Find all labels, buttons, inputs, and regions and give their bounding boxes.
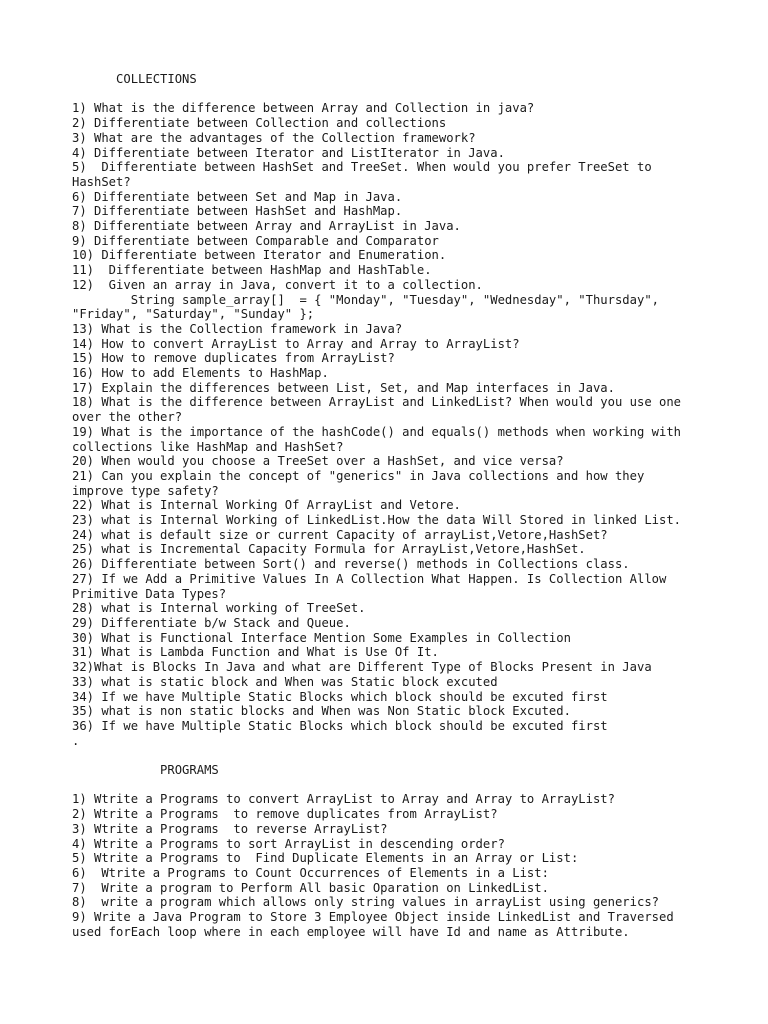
programs-line: 2) Wtrite a Programs to remove duplicates from ArrayList? (72, 807, 498, 822)
collections-section (72, 72, 712, 748)
collections-line: 6) Differentiate between Set and Map in Java. (72, 189, 403, 204)
collections-line: 14) How to convert ArrayList to Array and Array to ArrayList? (72, 336, 520, 351)
collections-line: 29) Differentiate b/w Stack and Queue. (72, 616, 351, 630)
collections-line: 24) what is default size or current Capacity of arrayList,Vetore,HashSet? (72, 527, 608, 542)
collections-line: 26) Differentiate between Sort() and reverse() methods in Collections class. (72, 557, 630, 572)
programs-line: 8) write a program which allows only string values in arrayList using generics? (72, 895, 659, 910)
programs-line: used forEach loop where in each employee will have Id and name as Attribute. (72, 924, 630, 939)
collections-line: 18) What is the difference between ArrayList and LinkedList? When would you use one (72, 395, 682, 410)
spacer (72, 748, 712, 763)
collections-line: over the other? (72, 410, 183, 425)
collections-heading: COLLECTIONS (72, 72, 197, 86)
programs-line: 6) Wtrite a Programs to Count Occurrences of Elements in a List: (72, 865, 549, 880)
collections-line: 35) what is non static blocks and When was Non Static block Excuted. (72, 704, 571, 719)
collections-line: 21) Can you explain the concept of "generics" in Java collections and how they (72, 468, 645, 483)
collections-line: 9) Differentiate between Comparable and Comparator (72, 233, 439, 248)
collections-line: String sample_array[] = { "Monday", "Tuesday", "Wednesday", "Thursday", (72, 292, 659, 307)
collections-line: 25) what is Incremental Capacity Formula for ArrayList,Vetore,HashSet. (72, 542, 586, 557)
collections-line: 10) Differentiate between Iterator and Enumeration. (72, 248, 447, 263)
collections-line: HashSet? (72, 174, 131, 189)
collections-line: "Friday", "Saturday", "Sunday" }; (72, 307, 315, 322)
collections-line: 7) Differentiate between HashSet and HashMap. (72, 204, 403, 219)
collections-line: 12) Given an array in Java, convert it to a collection. (72, 277, 483, 292)
programs-question-list (72, 792, 712, 939)
collections-line: 16) How to add Elements to HashMap. (72, 366, 329, 381)
collections-question-list (72, 101, 712, 748)
collections-line: 1) What is the difference between Array and Collection in java? (72, 101, 535, 116)
collections-line: 8) Differentiate between Array and ArrayList in Java. (72, 219, 461, 234)
collections-line: 32)What is Blocks In Java and what are Different Type of Blocks Present in Java (72, 660, 652, 675)
collections-line: 20) When would you choose a TreeSet over a HashSet, and vice versa? (72, 454, 564, 469)
collections-line: 19) What is the importance of the hashCode() and equals() methods when working with (72, 424, 682, 439)
collections-line: improve type safety? (72, 483, 219, 498)
collections-line: 17) Explain the differences between List, Set, and Map interfaces in Java. (72, 380, 615, 395)
collections-line: 3) What are the advantages of the Collection framework? (72, 130, 476, 145)
document-page (72, 72, 712, 939)
collections-line: 30) What is Functional Interface Mention Some Examples in Collection (72, 630, 571, 645)
collections-line: 4) Differentiate between Iterator and ListIterator in Java. (72, 145, 505, 160)
programs-line: 7) Write a program to Perform All basic Oparation on LinkedList. (72, 880, 549, 895)
collections-line: 15) How to remove duplicates from ArrayList? (72, 351, 395, 366)
collections-line: 23) what is Internal Working of LinkedList.How the data Will Stored in linked List. (72, 513, 682, 528)
programs-line: 1) Wtrite a Programs to convert ArrayList to Array and Array to ArrayList? (72, 792, 615, 807)
collections-line: 11) Differentiate between HashMap and HashTable. (72, 263, 432, 278)
collections-line: 22) What is Internal Working Of ArrayList and Vetore. (72, 498, 461, 513)
collections-line: 27) If we Add a Primitive Values In A Collection What Happen. Is Collection Allow (72, 571, 667, 586)
collections-line: 28) what is Internal working of TreeSet. (72, 601, 366, 616)
collections-line: 34) If we have Multiple Static Blocks which block should be excuted first (72, 689, 608, 704)
programs-line: 3) Wtrite a Programs to reverse ArrayList? (72, 821, 388, 836)
collections-line: collections like HashMap and HashSet? (72, 439, 344, 454)
programs-line: 9) Write a Java Program to Store 3 Employee Object inside LinkedList and Traversed (72, 910, 674, 925)
collections-line: 13) What is the Collection framework in Java? (72, 321, 403, 336)
spacer (72, 778, 712, 793)
programs-heading: PROGRAMS (72, 763, 219, 778)
programs-line: 5) Wtrite a Programs to Find Duplicate Elements in an Array or List: (72, 851, 579, 866)
spacer (72, 87, 712, 102)
collections-line: 36) If we have Multiple Static Blocks which block should be excuted first (72, 718, 608, 733)
collections-line: 2) Differentiate between Collection and collections (72, 116, 447, 131)
collections-line: 31) What is Lambda Function and What is Use Of It. (72, 645, 439, 660)
collections-line: . (72, 733, 80, 748)
collections-line: 5) Differentiate between HashSet and TreeSet. When would you prefer TreeSet to (72, 160, 652, 175)
programs-section (72, 763, 712, 939)
collections-line: 33) what is static block and When was Static block excuted (72, 674, 498, 689)
programs-line: 4) Wtrite a Programs to sort ArrayList in descending order? (72, 836, 505, 851)
collections-line: Primitive Data Types? (72, 586, 227, 601)
